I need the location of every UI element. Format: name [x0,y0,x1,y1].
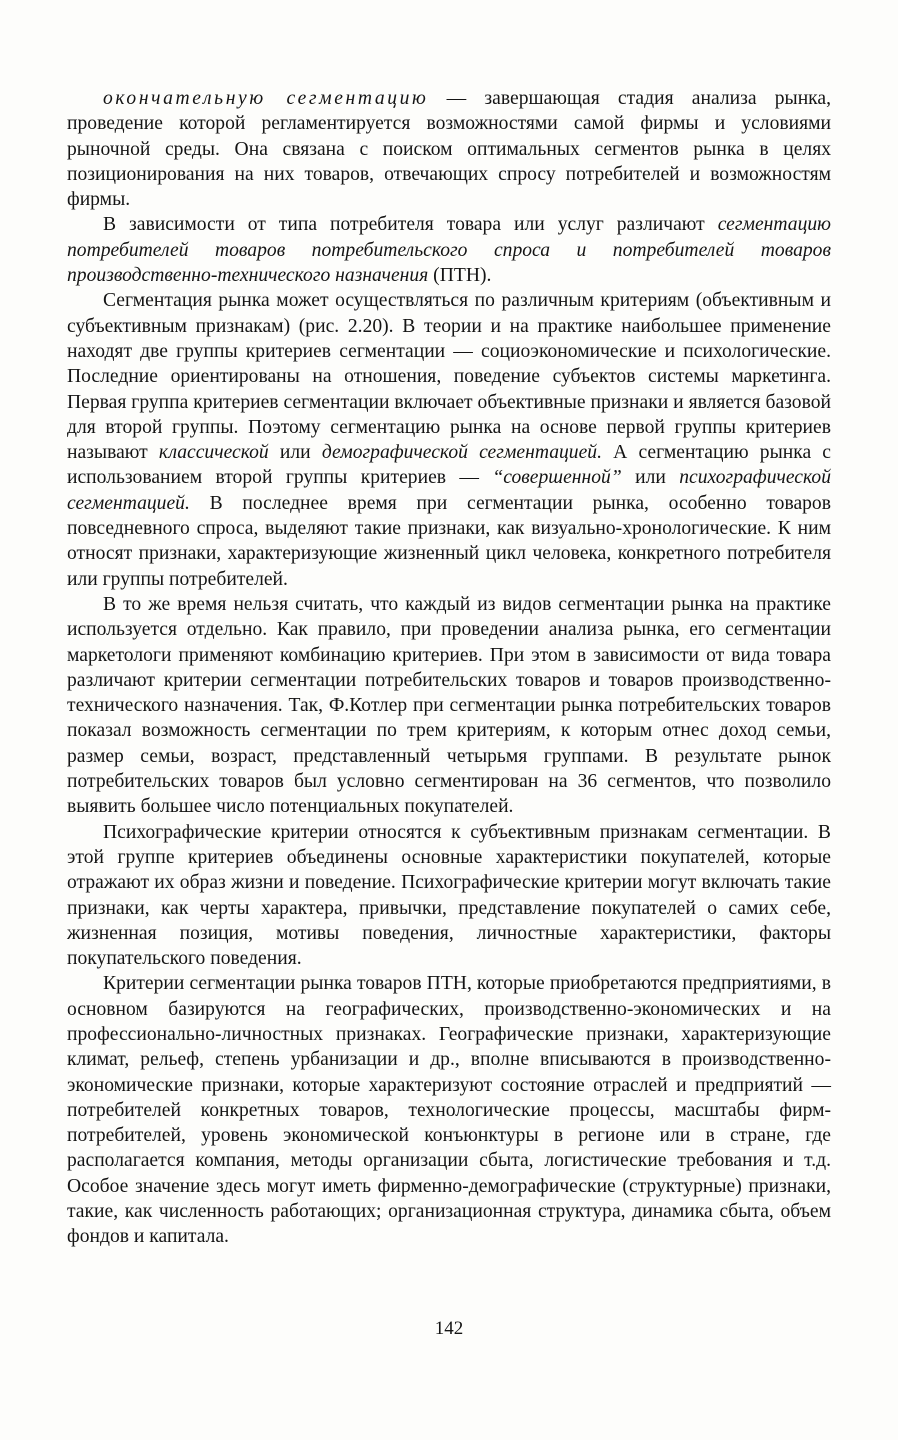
paragraph [67,971,831,1249]
paragraph [67,86,831,212]
text-run: классической [158,442,269,464]
paragraph [67,288,831,592]
text-run: Критерии сегментации рынка товаров ПТН, которые приобретаются предприятиями, в основном базируются на географических, производственно-экономических и на профессионально-личностных признаках. Географические признаки, характеризующие климат, рельеф, степень урбанизации и др., вполне вписываются в производственно-экономические признаки, которые характеризуют состояние отраслей и предприятий — потребителей конкретных товаров, технологические процессы, масштабы фирм-потребителей, уровень экономической конъюнктуры в регионе или в стране, где располагается компания, методы организации сбыта, логистические требования и т.д. Особое значение здесь могут иметь фирменно-демографические (структурные) признаки, такие, как численность работающих; организационная структура, динамика сбыта, объем фондов и капитала. [67,973,831,1248]
text-run: (ПТН). [428,265,492,287]
text-run: сегментацию потребителей товаров потребительского спроса и потребителей товаров производственно-технического назначения [67,214,831,287]
text-run: В то же время нельзя считать, что каждый из видов сегментации рынка на практике используется отдельно. Как правило, при проведении анализа рынка, его сегментации маркетологи применяют комбинацию критериев. При этом в зависимости от вида товара различают критерии сегментации потребительских товаров и товаров производственно-технического назначения. Так, Ф.Котлер при сегментации рынка потребительских товаров показал возможность сегментации по трем критериям, к которым отнес доход семьи, размер семьи, возраст, представленный четырьмя группами. В результате рынок потребительских товаров был условно сегментирован на 36 сегментов, что позволило выявить большее число потенциальных покупателей. [67,593,831,818]
page-number: 142 [434,1318,464,1339]
paragraph [67,820,831,972]
text-run: демографической сегментацией. [321,442,602,464]
text-run: Сегментация рынка может осуществляться по различным критериям (объективным и субъективным признакам) (рис. 2.20). В теории и на практике наибольшее применение находят две группы критериев сегментации — социоэкономические и психологические. Последние ориентированы на отношения, поведение субъектов системы маркетинга. Первая группа критериев сегментации включает объективные признаки и является базовой для второй группы. Поэтому сегментацию рынка на основе первой группы критериев называют [67,290,831,464]
page-text [67,86,831,1250]
paragraph [67,212,831,288]
paragraph [67,592,831,820]
text-run: окончательную сегментацию [103,88,429,109]
text-run: В зависимости от типа потребителя товара или услуг различают [103,214,718,236]
text-run: — завершающая стадия анализа рынка, проведение которой регламентируется возможностями самой фирмы и условиями рыночной среды. Она связана с поиском оптимальных сегментов рынка в целях позиционирования на них товаров, отвечающих спросу потребителей и возможностям фирмы. [67,88,831,211]
text-run: или [268,442,322,464]
text-run: Психографические критерии относятся к субъективным признакам сегментации. В этой группе критериев объединены основные характеристики покупателей, которые отражают их образ жизни и поведение. Психографические критерии могут включать такие признаки, как черты характера, привычки, представление покупателей о самих себе, жизненная позиция, мотивы поведения, личностные характеристики, факторы покупательского поведения. [67,821,831,970]
text-run: А сегментацию рынка с использованием второй группы критериев — [67,442,832,489]
text-run: или [621,467,680,489]
text-run: “совершенной” [492,467,622,489]
text-run: В последнее время при сегментации рынка, особенно товаров повседневного спроса, выделяют такие признаки, как визуально-хронологические. К ним относят признаки, характеризующие жизненный цикл человека, конкретного потребителя или группы потребителей. [67,492,831,590]
text-run: психографической сегментацией. [67,467,831,514]
